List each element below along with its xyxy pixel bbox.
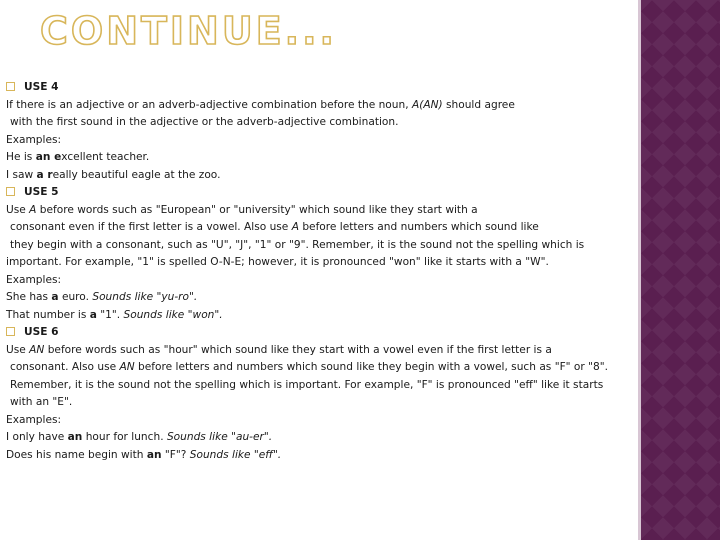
square-bullet-icon — [6, 187, 15, 196]
use5-example-2 — [6, 307, 631, 325]
text: before letters and numbers which sound like they begin with a vowel, such as "F" or "8". — [134, 361, 608, 373]
bold-text: a — [51, 291, 59, 303]
use5-line-3: they begin with a consonant, such as "U", "J", "1" or "9". Remember, it is the sound not the spelling which is — [10, 238, 585, 251]
use5-label: USE 5 — [24, 186, 59, 198]
text: "F"? — [161, 448, 190, 461]
use6-example-1 — [6, 429, 631, 447]
use4-example-2 — [6, 167, 631, 185]
use6-line-3: Remember, it is the sound not the spelling which is important. For example, "F" is pronounced "eff" like it starts — [10, 378, 604, 391]
italic-text: A — [291, 221, 299, 233]
bold-text: an e — [35, 151, 62, 163]
use5-example-1 — [6, 289, 631, 307]
text: xcellent teacher. — [61, 151, 150, 163]
use6-line-4: with an "E". — [10, 396, 73, 408]
bold-text: an — [146, 448, 162, 461]
text: before words such as "hour" which sound like they start with a vowel even if the first letter is a — [44, 343, 552, 356]
use5-examples-label: Examples: — [6, 273, 62, 286]
use5-line-1 — [6, 202, 631, 220]
use6-line-1 — [6, 342, 631, 360]
text: before letters and numbers which sound like — [298, 221, 539, 233]
use4-heading — [6, 79, 631, 97]
square-bullet-icon — [6, 82, 15, 91]
text: Does his name begin with — [6, 448, 147, 461]
italic-text: Sounds like "au-er". — [166, 431, 273, 443]
use6-examples-label: Examples: — [6, 413, 62, 426]
slide-title: CONTINUE... — [40, 9, 337, 53]
text: before words such as "European" or "university" which sound like they start with a — [36, 203, 478, 216]
italic-text: AN — [29, 343, 45, 356]
use6-example-2 — [6, 447, 631, 465]
text: Use — [6, 203, 30, 216]
use4-examples-label: Examples: — [6, 133, 62, 146]
text: "1". — [96, 308, 124, 321]
italic-text: A — [29, 203, 37, 216]
text: I only have — [6, 431, 68, 443]
italic-text: A(AN) — [411, 98, 443, 111]
use4-line-1 — [6, 97, 631, 115]
text: hour for lunch. — [82, 431, 167, 443]
use4-label: USE 4 — [24, 81, 59, 93]
text: should agree — [442, 98, 515, 111]
use4-example-1 — [6, 149, 631, 167]
italic-text: Sounds like "won". — [123, 308, 223, 321]
italic-text: AN — [119, 361, 135, 373]
side-decorative-band — [641, 0, 720, 540]
text: consonant even if the first letter is a vowel. Also use — [10, 221, 292, 233]
use6-heading — [6, 324, 631, 342]
use6-line-2 — [6, 359, 631, 377]
slide-body — [6, 79, 631, 464]
bold-text: a r — [36, 168, 53, 181]
use5-line-4: important. For example, "1" is spelled O-N-E; however, it is pronounced "won" like it starts with a "W". — [6, 256, 549, 268]
text: euro. — [58, 291, 93, 303]
square-bullet-icon — [6, 327, 15, 336]
text: If there is an adjective or an adverb-adjective combination before the noun, — [6, 98, 412, 111]
italic-text: Sounds like "eff". — [189, 448, 282, 461]
italic-text: Sounds like "yu-ro". — [92, 291, 198, 303]
text: She has — [6, 291, 52, 303]
text: eally beautiful eagle at the zoo. — [52, 168, 221, 181]
use4-line-2: with the first sound in the adjective or the adverb-adjective combination. — [10, 116, 399, 128]
use5-line-2 — [6, 219, 631, 237]
text: That number is — [6, 308, 90, 321]
text: Use — [6, 343, 30, 356]
text: I saw — [6, 168, 37, 181]
text: consonant. Also use — [10, 361, 120, 373]
use6-label: USE 6 — [24, 326, 59, 338]
use5-heading — [6, 184, 631, 202]
bold-text: a — [89, 308, 97, 321]
bold-text: an — [67, 431, 83, 443]
text: He is — [6, 151, 36, 163]
